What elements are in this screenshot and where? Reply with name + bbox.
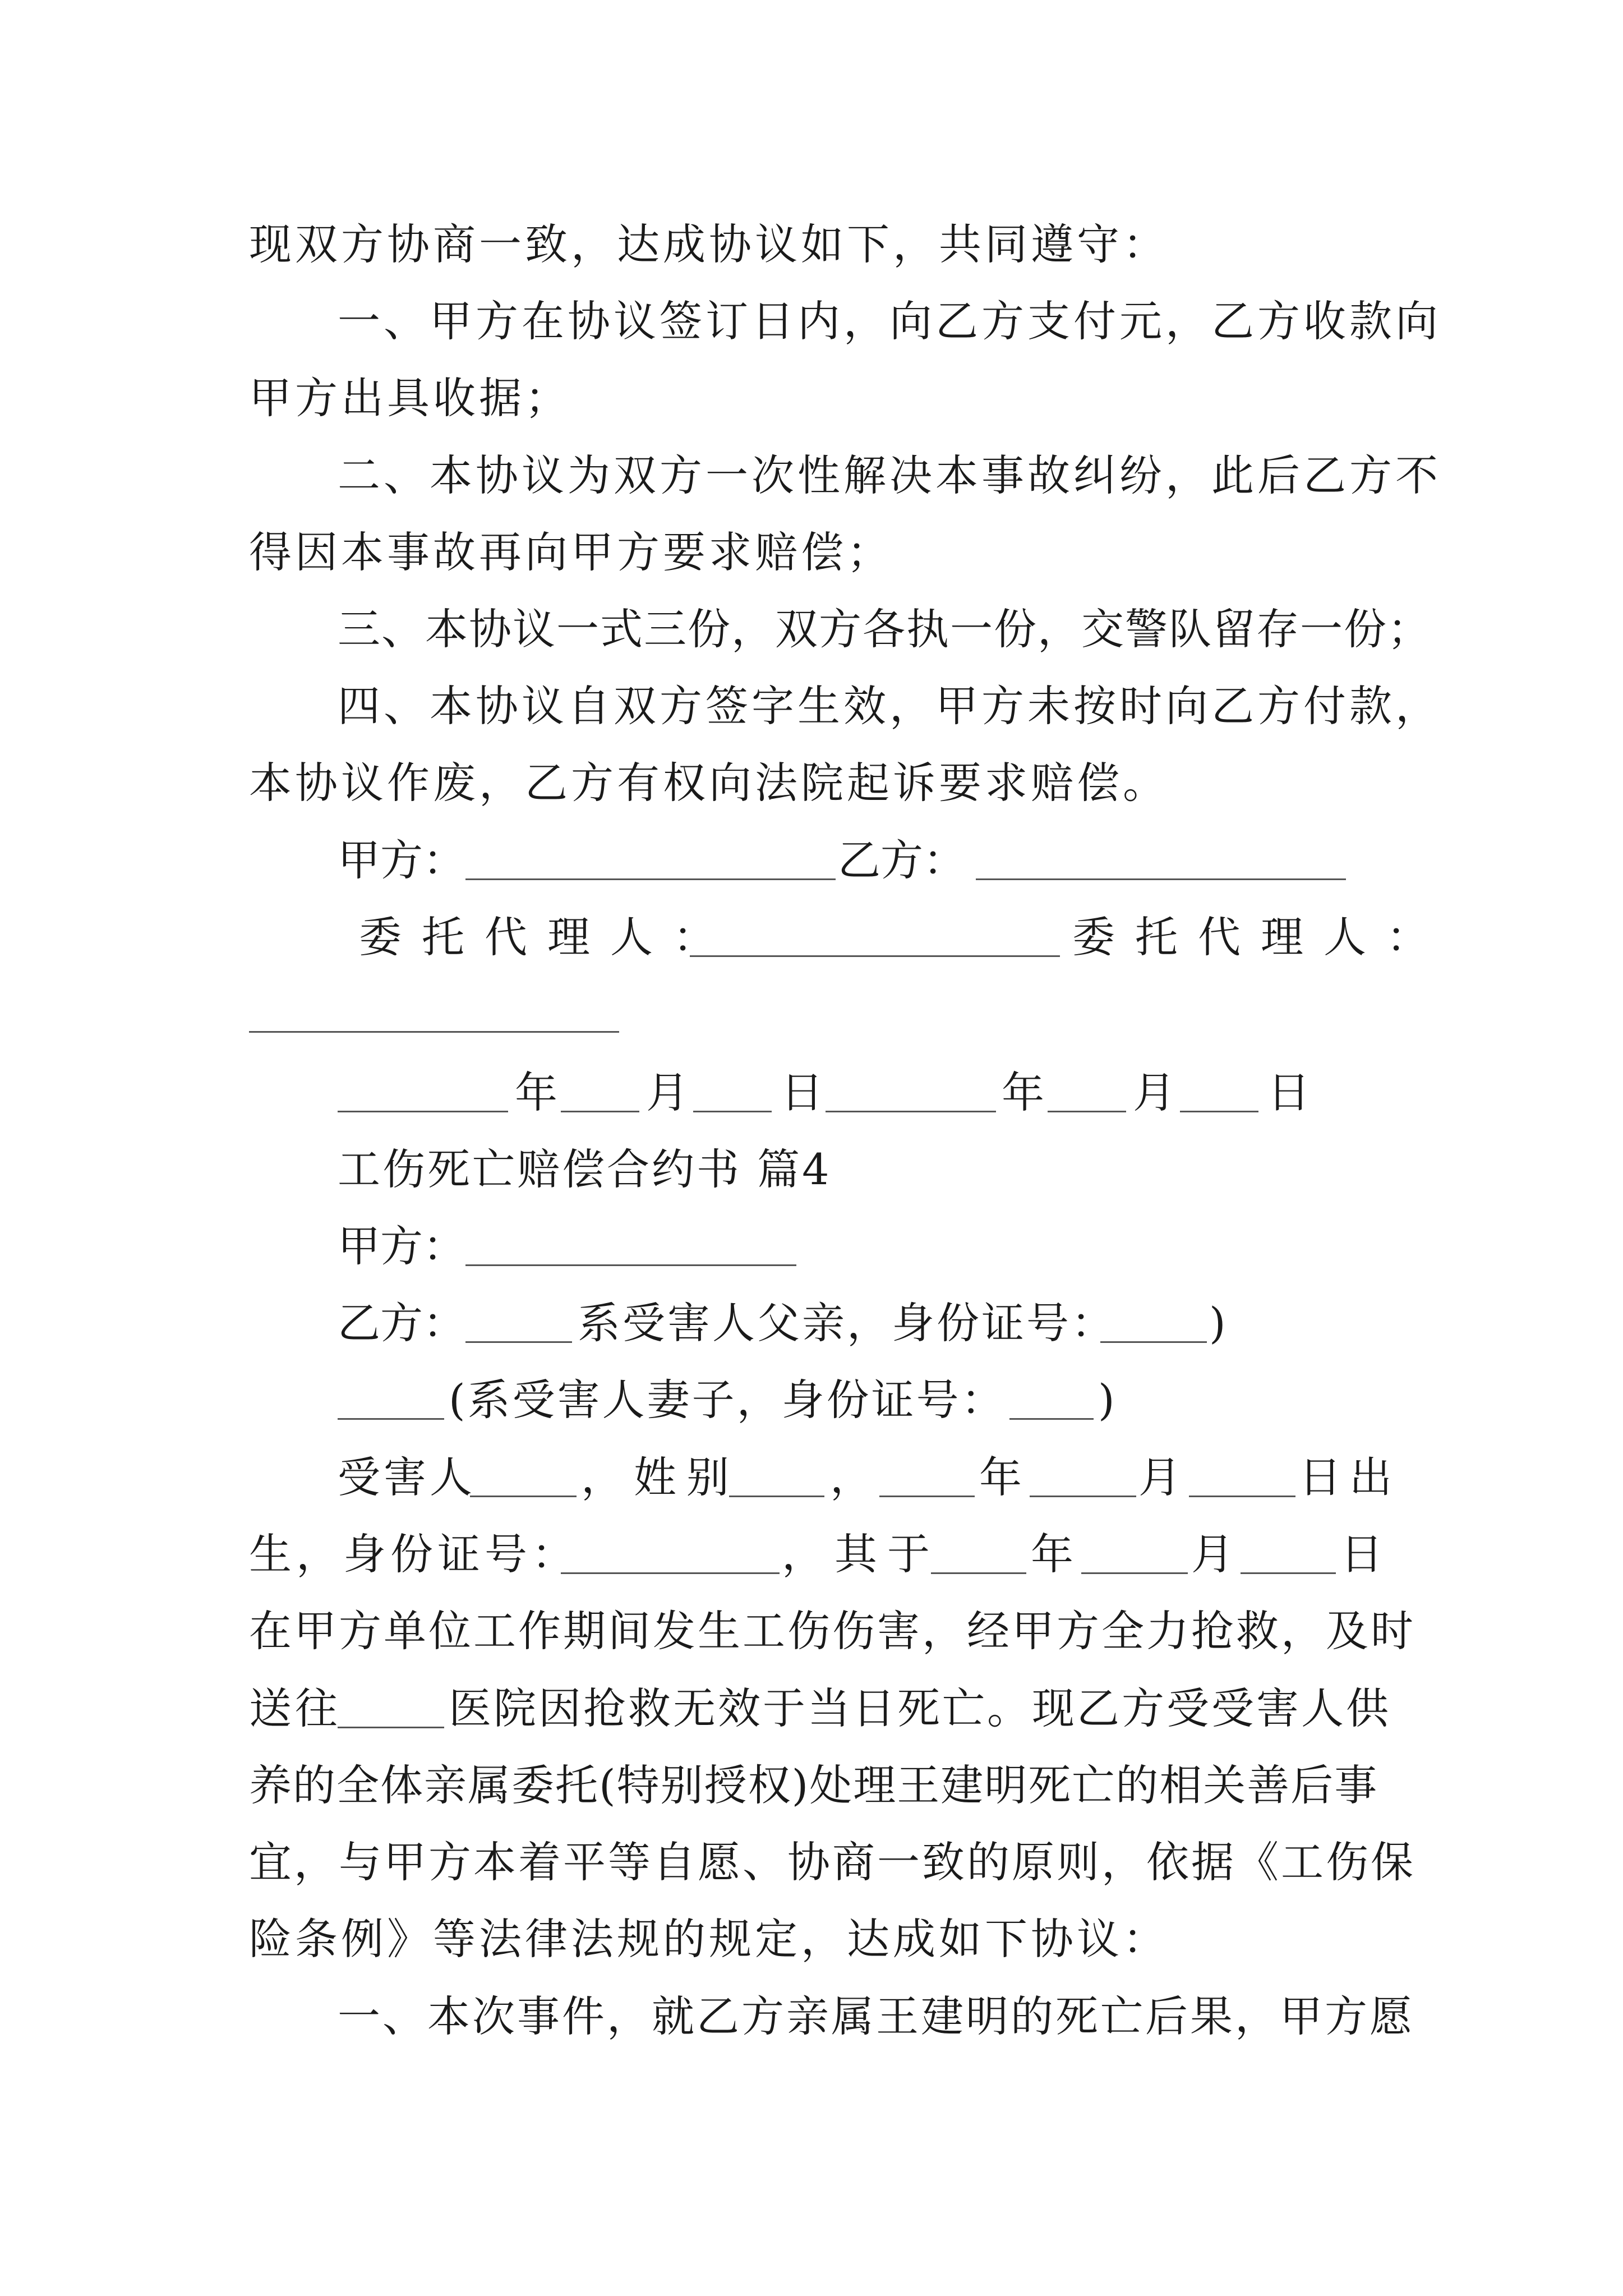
date-a-day-blank [693,1111,772,1112]
id-label: 生，身份证号： [249,1529,579,1579]
section-title: 工伤死亡赔偿合约书 篇4 [338,1144,832,1194]
party-b-sign-label: 乙方： [838,835,966,885]
wife-id-blank [1009,1418,1094,1420]
comma: ， [830,1452,873,1502]
party-b-sign-blank [976,878,1346,880]
clause-one-line: 一、甲方在协议签订日内，向乙方支付元，乙方收款向 [338,296,1441,346]
agent-a-label: 委托代理人： [359,912,736,962]
day-label: 日 [1340,1529,1383,1579]
paragraph-line: 宜，与甲方本着平等自愿、协商一致的原则，依据《工伤保 [249,1837,1415,1887]
victim-id-blank [561,1572,780,1574]
victim-label: 受害人 [338,1452,476,1502]
date-b-year-blank [826,1111,996,1112]
date-day-label: 日 [781,1068,823,1117]
month-label: 月 [1138,1452,1181,1502]
paragraph-line: 险条例》等法律法规的规定，达成如下协议： [249,1914,1169,1964]
agent-a-blank [690,955,1060,957]
party-b-name-blank [465,1341,572,1343]
victim-name-blank [470,1496,577,1497]
clause-three-line: 三、本协议一式三份，双方各执一份，交警队留存一份； [338,604,1431,654]
close-paren: ) [1098,1375,1115,1425]
death-year-blank [931,1572,1026,1574]
party-a-sign-blank [465,878,836,880]
close-paren: ) [1209,1298,1226,1348]
birth-year-blank [879,1496,975,1497]
party-a-blank [465,1264,796,1266]
wife-name-blank [338,1418,444,1420]
gender-blank [729,1496,824,1497]
wife-relation: (系受害人妻子，身份证号： [449,1375,1006,1425]
paragraph-line: 医院因抢救无效于当日死亡。现乙方受受害人供 [449,1683,1391,1733]
month-label: 月 [1191,1529,1234,1579]
agent-b-blank [249,1031,619,1033]
agent-b-label: 委托代理人： [1072,912,1449,962]
paragraph-line: 得因本事故再向甲方要求赔偿； [249,527,893,577]
date-a-year-blank [338,1111,508,1112]
party-b-id-blank [1100,1341,1207,1343]
death-month-blank [1081,1572,1188,1574]
party-a-sign-label: 甲方： [338,835,465,885]
sent-to-label: 送往 [249,1683,341,1733]
paragraph-line: 在甲方单位工作期间发生工伤伤害，经甲方全力抢救，及时 [249,1606,1415,1656]
date-b-month-blank [1048,1111,1126,1112]
date-month-label: 月 [646,1068,689,1117]
death-day-blank [1241,1572,1336,1574]
year-label: 年 [1031,1529,1073,1579]
party-b-label: 乙方： [338,1298,465,1348]
clause-two-line: 二、本协议为双方一次性解决本事故纠纷，此后乙方不 [338,450,1441,500]
gender-label: ，姓别 [581,1452,739,1502]
paragraph-line: 甲方出具收据； [249,373,571,423]
paragraph-line: 养的全体亲属委托(特别授权)处理王建明死亡的相关善后事 [249,1760,1378,1810]
year-label: 年 [979,1452,1022,1502]
date-month-label: 月 [1133,1068,1175,1117]
born-label: 日出 [1299,1452,1400,1502]
date-on-label: ，其于 [782,1529,940,1579]
date-day-label: 日 [1267,1068,1310,1117]
date-a-month-blank [561,1111,639,1112]
hospital-blank [338,1727,444,1728]
birth-day-blank [1189,1496,1295,1497]
party-a-label: 甲方： [338,1221,465,1271]
date-year-label: 年 [1002,1068,1044,1117]
date-year-label: 年 [515,1068,557,1117]
paragraph-line: 现双方协商一致，达成协议如下，共同遵守： [249,219,1169,269]
birth-month-blank [1030,1496,1136,1497]
paragraph-line: 本协议作废，乙方有权向法院起诉要求赔偿。 [249,758,1169,808]
clause-one-line: 一、本次事件，就乙方亲属王建明的死亡后果，甲方愿 [338,1991,1414,2041]
date-b-day-blank [1180,1111,1258,1112]
clause-four-line: 四、本协议自双方签字生效，甲方未按时向乙方付款， [338,681,1441,731]
party-b-relation: 系受害人父亲，身份证号： [578,1298,1116,1348]
